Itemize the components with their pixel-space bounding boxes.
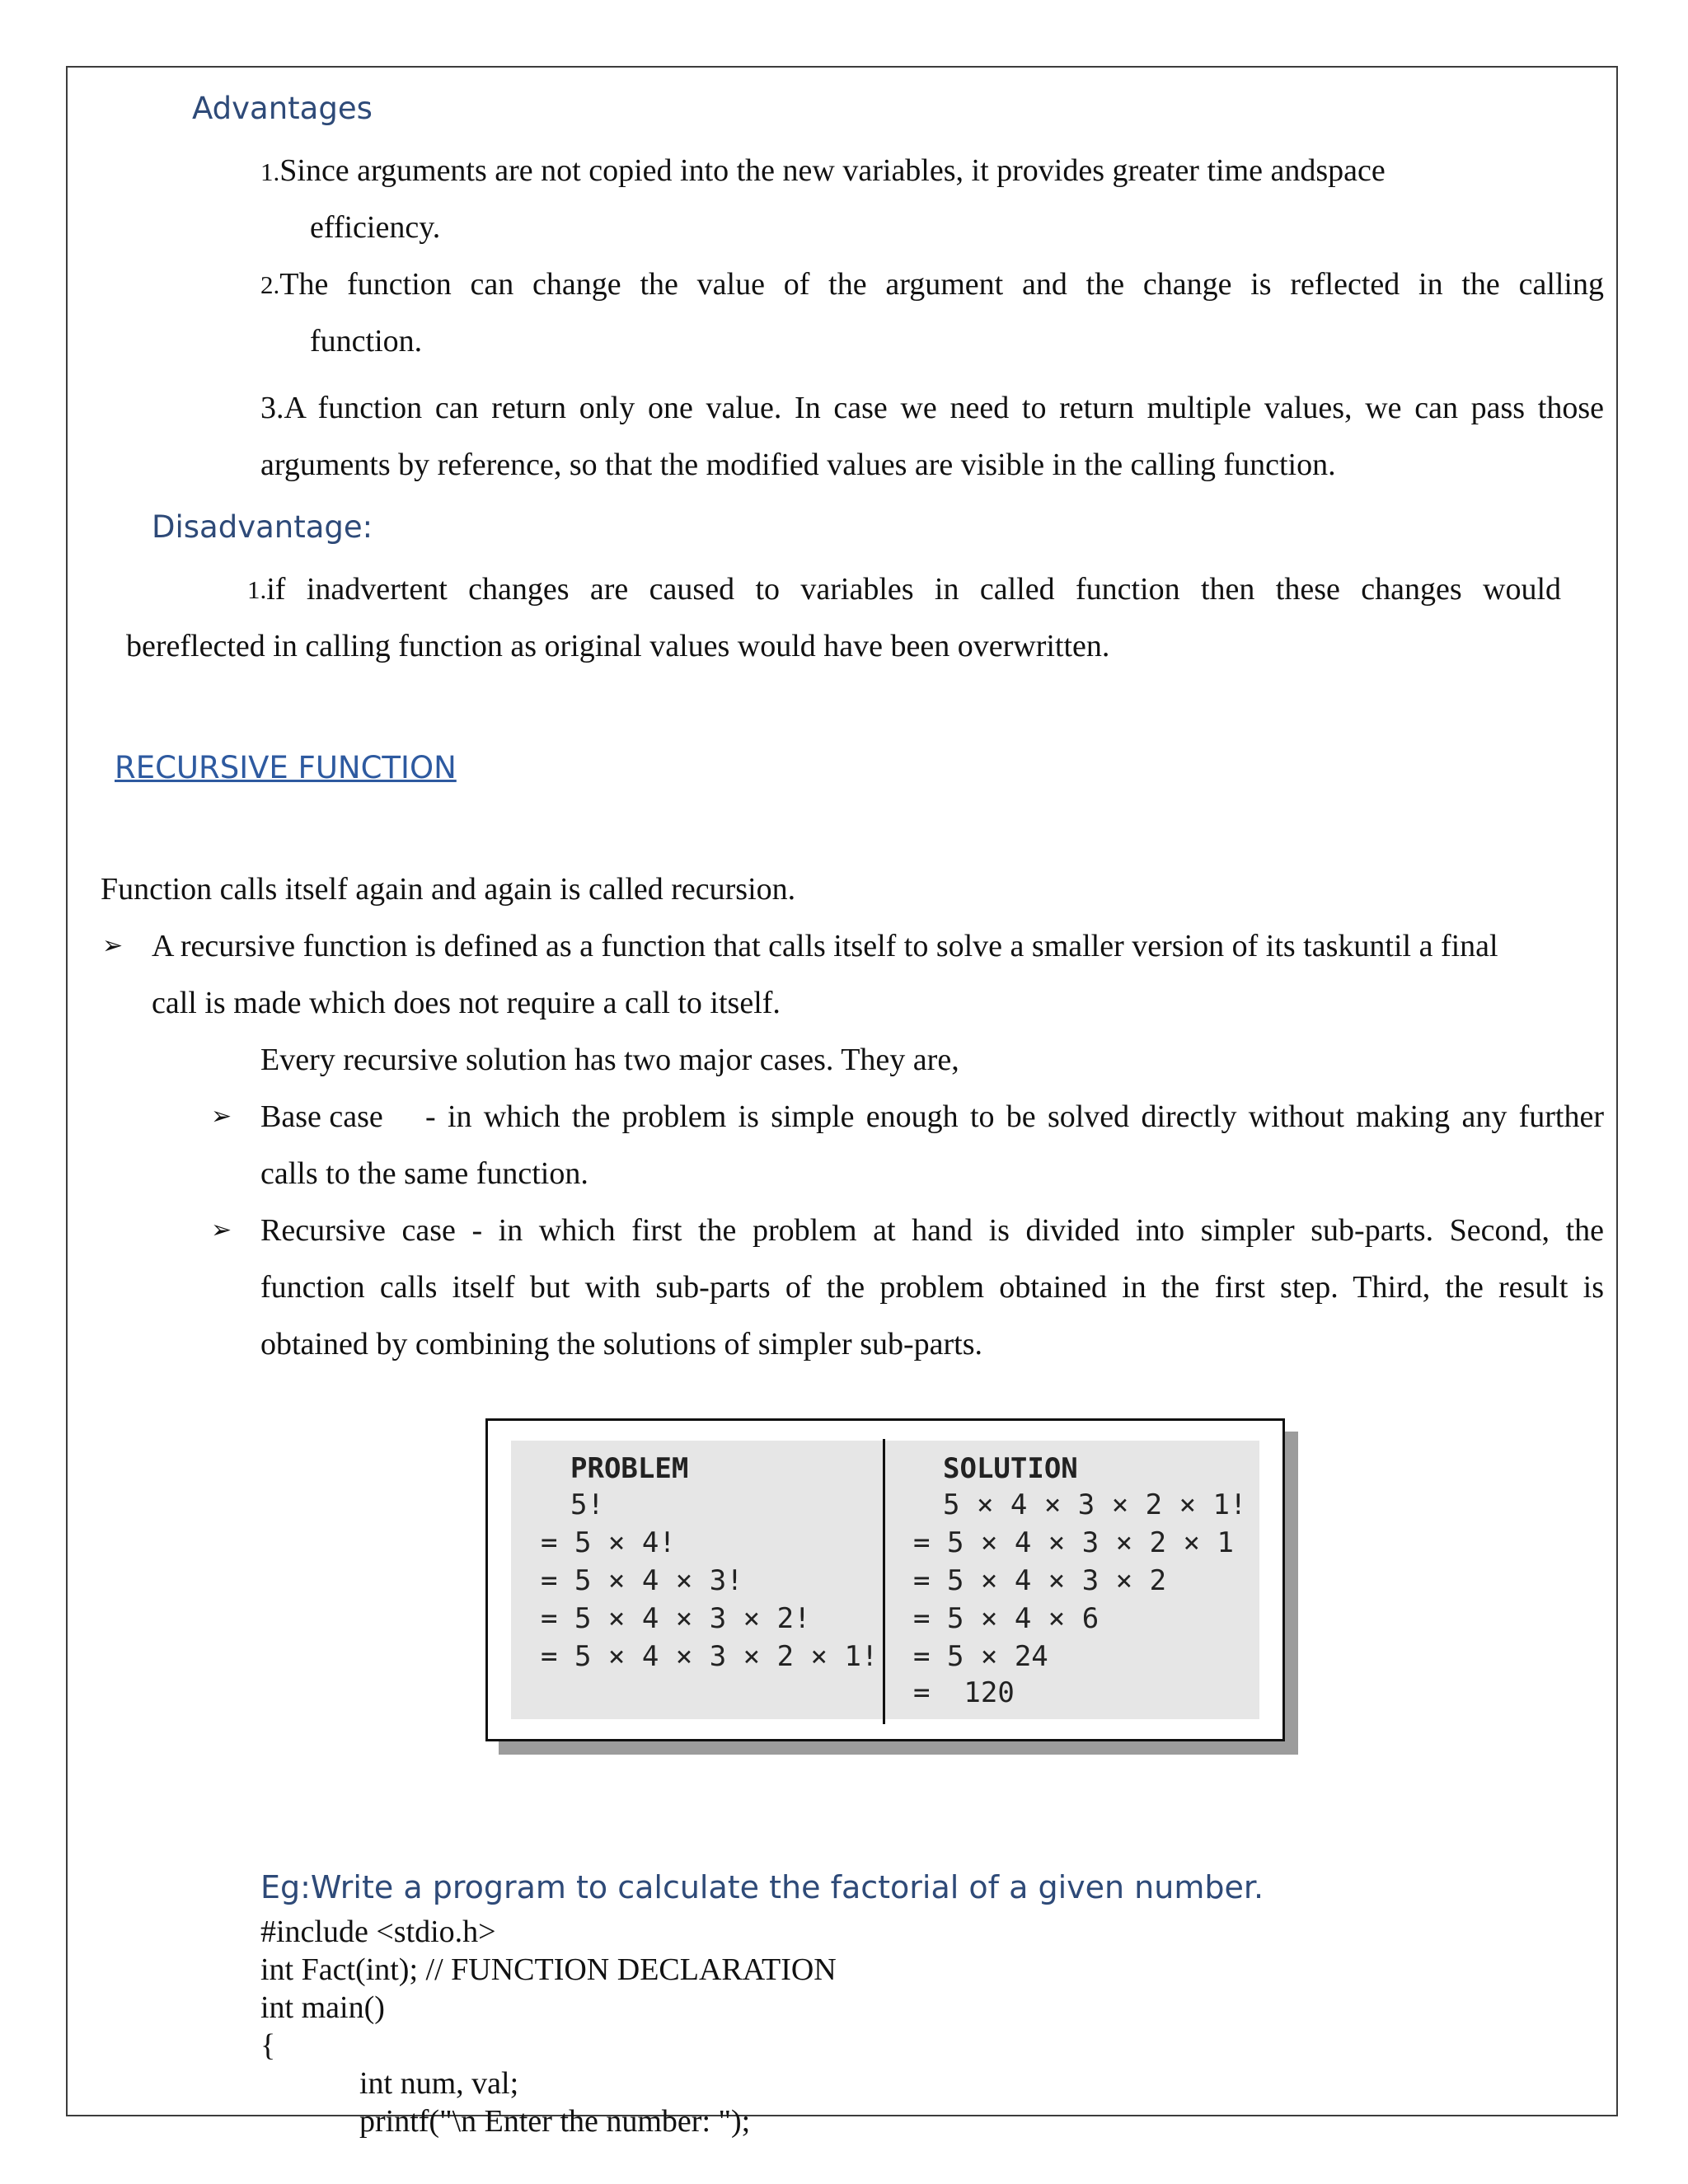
solution-line-4: = 5 × 4 × 6	[913, 1602, 1100, 1635]
code-line-3: int main()	[260, 1990, 385, 2025]
advantage-item-2-number: 2.	[260, 270, 280, 299]
bullet-arrow-icon: ➢	[102, 931, 124, 960]
recursive-function-heading[interactable]: RECURSIVE FUNCTION	[115, 750, 457, 785]
advantage-item-3-continued: arguments by reference, so that the modified values are visible in the calling function.	[260, 448, 1336, 482]
recursive-case-line2: function calls itself but with sub-parts of the problem obtained in the first step. Third, the result is	[260, 1270, 1604, 1305]
advantages-heading: Advantages	[192, 91, 373, 126]
disadvantage-item-1-continued: bereflected in calling function as original values would have been overwritten.	[126, 629, 1110, 663]
code-line-2: int Fact(int); // FUNCTION DECLARATION	[260, 1952, 837, 1987]
solution-line-6: = 120	[913, 1676, 1015, 1709]
problem-line-2: = 5 × 4!	[541, 1526, 676, 1559]
advantage-item-2	[260, 266, 1604, 302]
disadvantage-item-1-number: 1.	[247, 575, 267, 604]
code-line-4: {	[260, 2028, 276, 2063]
base-case-line2: calls to the same function.	[260, 1156, 588, 1191]
problem-line-4: = 5 × 4 × 3 × 2!	[541, 1602, 811, 1635]
problem-line-1: 5!	[570, 1488, 604, 1521]
recursive-definition-line1: A recursive function is defined as a function that calls itself to solve a smaller version of its taskuntil a final	[152, 929, 1498, 963]
advantage-item-1-text: Since arguments are not copied into the new variables, it provides greater time andspace	[279, 153, 1386, 188]
solution-title: SOLUTION	[943, 1452, 1078, 1485]
advantage-item-2-continued: function.	[310, 324, 423, 359]
advantage-item-1-number: 1.	[260, 157, 280, 186]
page-border	[66, 66, 1618, 2116]
cases-intro: Every recursive solution has two major cases. They are,	[260, 1043, 959, 1077]
code-line-6: printf("\n Enter the number: ");	[359, 2104, 751, 2139]
factorial-diagram	[485, 1418, 1285, 1741]
recursive-definition-line2: call is made which does not require a call to itself.	[152, 986, 781, 1020]
advantage-item-1	[260, 152, 1386, 189]
solution-line-5: = 5 × 24	[913, 1640, 1048, 1673]
base-case-text: - in which the problem is simple enough to be solved directly without making any further	[425, 1099, 1604, 1134]
base-case-label: Base case	[260, 1099, 383, 1134]
advantage-item-3: 3.A function can return only one value. In case we need to return multiple values, we can pass those	[260, 391, 1604, 425]
recursion-intro: Function calls itself again and again is called recursion.	[101, 872, 796, 907]
solution-line-3: = 5 × 4 × 3 × 2	[913, 1564, 1167, 1597]
recursive-case-line1: Recursive case - in which first the problem at hand is divided into simpler sub-parts. Second, the	[260, 1213, 1604, 1248]
advantage-item-2-text: The function can change the value of the argument and the change is reflected in the calling	[279, 267, 1604, 302]
problem-line-5: = 5 × 4 × 3 × 2 × 1!	[541, 1640, 879, 1673]
problem-title: PROBLEM	[570, 1452, 689, 1485]
disadvantage-item-1	[247, 571, 1561, 607]
diagram-divider	[883, 1439, 885, 1724]
bullet-arrow-icon: ➢	[211, 1216, 232, 1244]
code-line-5: int num, val;	[359, 2066, 519, 2101]
advantage-item-1-continued: efficiency.	[310, 210, 441, 245]
code-line-1: #include <stdio.h>	[260, 1915, 496, 1949]
example-heading: Eg:Write a program to calculate the factorial of a given number.	[260, 1869, 1264, 1905]
base-case-line1	[260, 1099, 1604, 1135]
bullet-arrow-icon: ➢	[211, 1102, 232, 1131]
recursive-case-line3: obtained by combining the solutions of simpler sub-parts.	[260, 1327, 983, 1361]
solution-line-2: = 5 × 4 × 3 × 2 × 1	[913, 1526, 1234, 1559]
problem-line-3: = 5 × 4 × 3!	[541, 1564, 743, 1597]
disadvantage-item-1-text: if inadvertent changes are caused to variables in called function then these changes would	[266, 572, 1561, 607]
disadvantage-heading: Disadvantage:	[152, 509, 373, 545]
solution-line-1: 5 × 4 × 3 × 2 × 1!	[943, 1488, 1247, 1521]
